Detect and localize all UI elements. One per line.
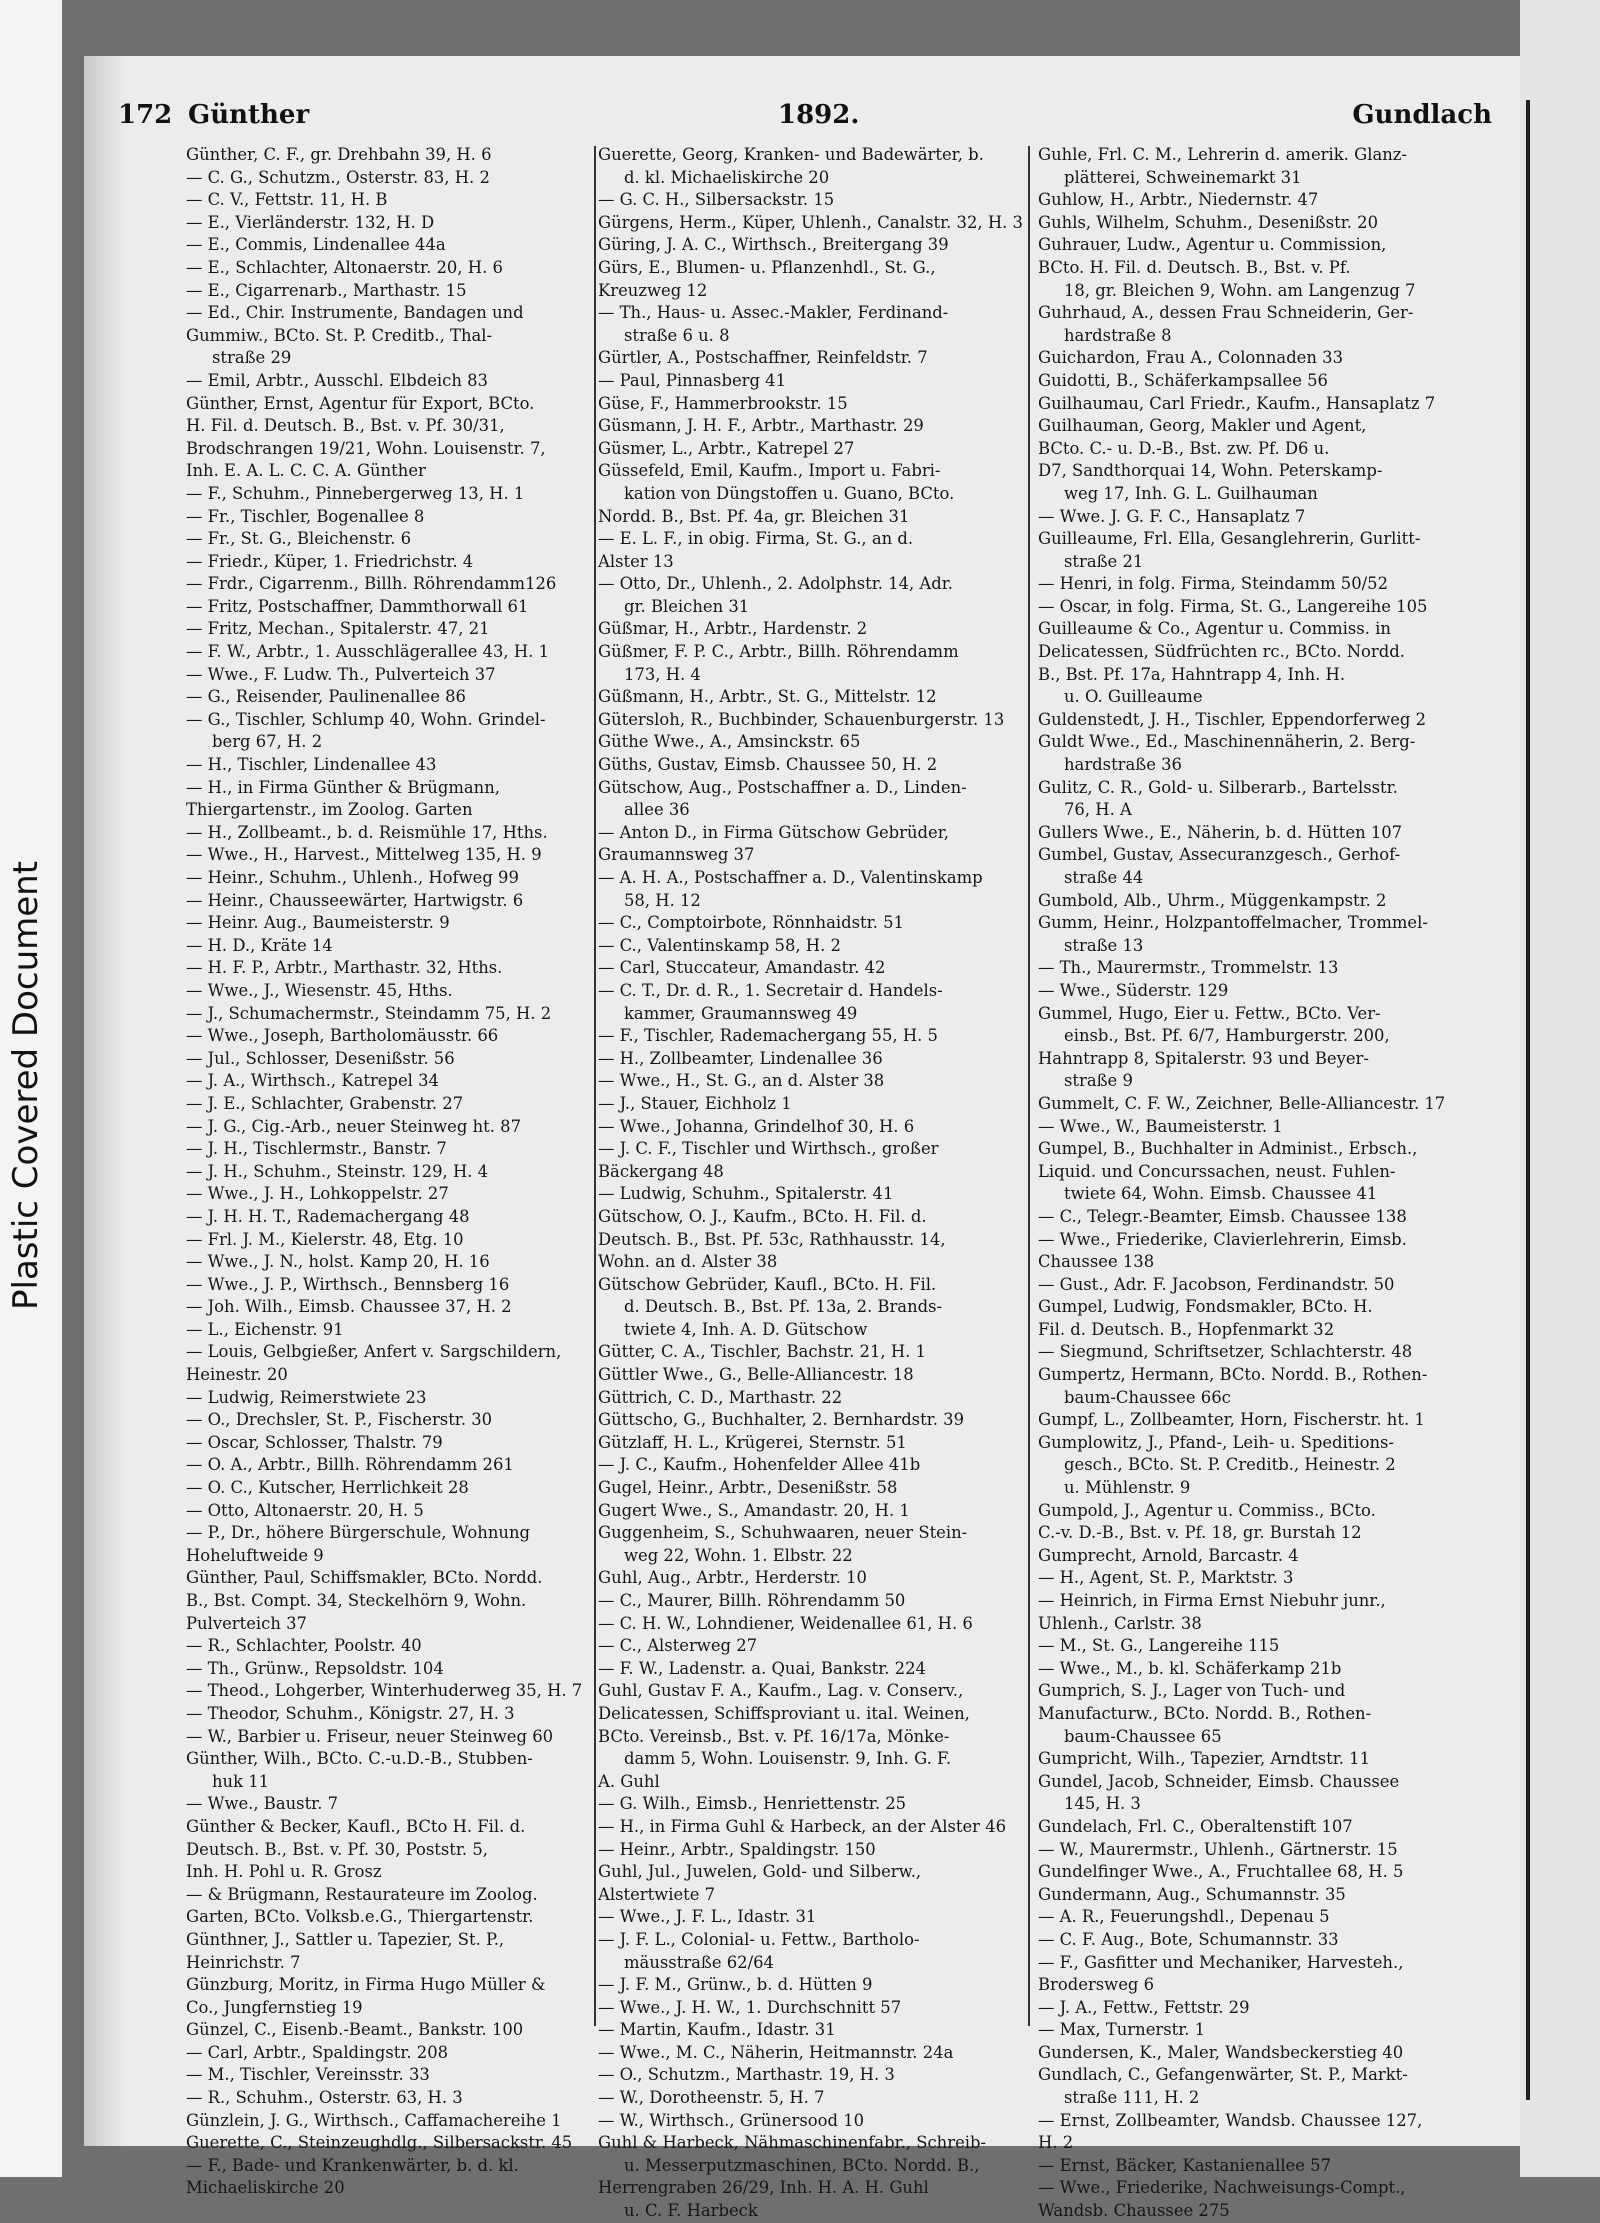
directory-entry-line: — Theod., Lohgerber, Winterhuderweg 35, H. 7 [186, 1681, 583, 1701]
directory-entry-line: plätterei, Schweinemarkt 31 [1064, 167, 1302, 187]
directory-entry-line: — E. L. F., in obig. Firma, St. G., an d. [598, 529, 914, 549]
directory-entry-line: Gundersen, K., Maler, Wandsbeckerstieg 40 [1038, 2042, 1404, 2062]
directory-entry-line: — Louis, Gelbgießer, Anfert v. Sargschildern, [186, 1342, 562, 1362]
directory-entry-line: — J., Stauer, Eichholz 1 [598, 1093, 792, 1113]
directory-entry-line: — Wwe., J. F. L., Idastr. 31 [598, 1907, 817, 1927]
directory-entry-line: — Max, Turnerstr. 1 [1038, 2020, 1206, 2040]
directory-entry-line: — Emil, Arbtr., Ausschl. Elbdeich 83 [186, 370, 488, 390]
next-page-edge [1520, 0, 1600, 2177]
directory-entry-line: — Wwe., J. N., holst. Kamp 20, H. 16 [186, 1252, 490, 1272]
directory-entry-line: Brodersweg 6 [1038, 1975, 1155, 1995]
directory-column-2 [598, 144, 1023, 2221]
directory-entry-line: Günther, Wilh., BCto. C.-u.D.-B., Stubben- [186, 1749, 533, 1769]
directory-entry-line: straße 21 [1064, 551, 1144, 571]
directory-entry-line: — Heinrich, in Firma Ernst Niebuhr junr., [1038, 1591, 1386, 1610]
directory-entry-line: — C., Comptoirbote, Rönnhaidstr. 51 [598, 913, 904, 933]
directory-entry-line: — H., in Firma Günther & Brügmann, [186, 777, 500, 797]
directory-entry-line: H. 2 [1038, 2133, 1074, 2153]
directory-entry-line: Günzlein, J. G., Wirthsch., Caffamachereihe 1 [186, 2110, 562, 2130]
directory-entry-line: — Heinr., Chausseewärter, Hartwigstr. 6 [186, 890, 524, 910]
directory-entry-line: — Wwe., J. H., Lohkoppelstr. 27 [186, 1184, 449, 1204]
directory-entry-line: Guldt Wwe., Ed., Maschinennäherin, 2. Berg- [1038, 732, 1416, 752]
directory-entry-line: weg 17, Inh. G. L. Guilhauman [1064, 483, 1318, 503]
directory-entry-line: — J. F. L., Colonial- u. Fettw., Bartholo- [598, 1929, 920, 1949]
directory-entry-line: Gundlach, C., Gefangenwärter, St. P., Markt- [1038, 2065, 1408, 2085]
directory-column-1 [186, 144, 592, 2198]
directory-entry-line: Gumm, Heinr., Holzpantoffelmacher, Trommel- [1038, 913, 1428, 933]
directory-entry-line: Heinrichstr. 7 [186, 1952, 301, 1972]
directory-entry-line: Guhlow, H., Arbtr., Niedernstr. 47 [1038, 190, 1319, 210]
directory-entry-line: einsb., Bst. Pf. 6/7, Hamburgerstr. 200, [1064, 1026, 1390, 1046]
directory-entry-line: — F., Schuhm., Pinnebergerweg 13, H. 1 [186, 483, 525, 503]
directory-entry-line: — Henri, in folg. Firma, Steindamm 50/52 [1038, 574, 1389, 594]
directory-entry-line: Gürgens, Herm., Küper, Uhlenh., Canalstr. 32, H. 3 [598, 212, 1023, 232]
directory-entry-line: — Heinr., Schuhm., Uhlenh., Hofweg 99 [186, 868, 519, 887]
directory-entry-line: — A. R., Feuerungshdl., Depenau 5 [1038, 1907, 1330, 1927]
header-right-word: Gundlach [1352, 100, 1492, 130]
directory-entry-line: — C., Maurer, Billh. Röhrendamm 50 [598, 1591, 906, 1610]
directory-entry-line: Günzburg, Moritz, in Firma Hugo Müller & [186, 1975, 546, 1995]
directory-entry-line: — Wwe., Baustr. 7 [186, 1794, 339, 1814]
directory-entry-line: — Martin, Kaufm., Idastr. 31 [598, 2020, 836, 2040]
directory-entry-line: u. O. Guilleaume [1064, 687, 1203, 707]
page-header [118, 100, 1502, 136]
directory-entry-line: straße 111, H. 2 [1064, 2088, 1200, 2108]
directory-entry-line: Gummelt, C. F. W., Zeichner, Belle-Alliancestr. 17 [1038, 1093, 1446, 1113]
directory-entry-line: weg 22, Wohn. 1. Elbstr. 22 [624, 1545, 853, 1565]
directory-entry-line: — M., Tischler, Vereinsstr. 33 [186, 2065, 430, 2085]
directory-entry-line: — Frdr., Cigarrenm., Billh. Röhrendamm126 [186, 574, 557, 594]
directory-entry-line: 18, gr. Bleichen 9, Wohn. am Langenzug 7 [1064, 280, 1416, 300]
directory-entry-line: straße 6 u. 8 [624, 325, 730, 345]
directory-entry-line: — Fritz, Mechan., Spitalerstr. 47, 21 [186, 619, 490, 639]
directory-entry-line: BCto. Vereinsb., Bst. v. Pf. 16/17a, Mönke- [598, 1726, 950, 1746]
directory-entry-line: — W., Maurermstr., Uhlenh., Gärtnerstr. 15 [1038, 1839, 1398, 1859]
directory-entry-line: Guhl, Jul., Juwelen, Gold- und Silberw., [598, 1862, 922, 1882]
directory-entry-line: Güssefeld, Emil, Kaufm., Import u. Fabri- [598, 461, 941, 481]
directory-entry-line: Güse, F., Hammerbrookstr. 15 [598, 393, 848, 413]
directory-entry-line: 145, H. 3 [1064, 1794, 1141, 1814]
directory-entry-line: — Wwe., J. H. W., 1. Durchschnitt 57 [598, 1997, 902, 2017]
directory-entry-line: — J. E., Schlachter, Grabenstr. 27 [186, 1093, 464, 1113]
directory-entry-line: — E., Vierländerstr. 132, H. D [186, 212, 435, 232]
directory-entry-line: — C. T., Dr. d. R., 1. Secretair d. Handels- [598, 980, 943, 1000]
directory-entry-line: Gütter, C. A., Tischler, Bachstr. 21, H. 1 [598, 1342, 926, 1362]
directory-entry-line: — Wwe., Friederike, Nachweisungs-Compt., [1038, 2178, 1406, 2198]
directory-entry-line: — H., Zollbeamter, Lindenallee 36 [598, 1048, 883, 1068]
directory-entry-line: 58, H. 12 [624, 890, 701, 910]
directory-entry-line: Pulverteich 37 [186, 1613, 307, 1633]
directory-entry-line: Gütschow, O. J., Kaufm., BCto. H. Fil. d. [598, 1206, 927, 1226]
directory-entry-line: allee 36 [624, 800, 690, 820]
directory-entry-line: Graumannsweg 37 [598, 845, 755, 865]
directory-entry-line: Delicatessen, Südfrüchten rc., BCto. Nordd. [1038, 642, 1405, 662]
directory-entry-line: BCto. H. Fil. d. Deutsch. B., Bst. v. Pf. [1038, 257, 1351, 277]
directory-entry-line: Guerette, C., Steinzeughdlg., Silbersackstr. 45 [186, 2133, 573, 2153]
directory-entry-line: Güttscho, G., Buchhalter, 2. Bernhardstr. 39 [598, 1410, 964, 1430]
directory-entry-line: — E., Commis, Lindenallee 44a [186, 235, 446, 255]
directory-entry-line: u. Mühlenstr. 9 [1064, 1478, 1191, 1498]
directory-entry-line: BCto. C.- u. D.-B., Bst. zw. Pf. D6 u. [1038, 438, 1330, 458]
directory-entry-line: Güring, J. A. C., Wirthsch., Breitergang 39 [598, 235, 949, 255]
directory-entry-line: — J. H., Schuhm., Steinstr. 129, H. 4 [186, 1161, 489, 1181]
directory-entry-line: — L., Eichenstr. 91 [186, 1319, 344, 1339]
directory-entry-line: — R., Schuhm., Osterstr. 63, H. 3 [186, 2088, 463, 2108]
directory-entry-line: — O. C., Kutscher, Herrlichkeit 28 [186, 1478, 469, 1498]
page-number: 172 [118, 100, 173, 130]
directory-entry-line: Hoheluftweide 9 [186, 1545, 324, 1565]
directory-entry-line: Alster 13 [598, 551, 674, 571]
directory-entry-line: Guggenheim, S., Schuhwaaren, neuer Stein- [598, 1523, 968, 1543]
directory-entry-line: Gumplowitz, J., Pfand-, Leih- u. Speditions- [1038, 1432, 1394, 1452]
directory-entry-line: — Carl, Arbtr., Spaldingstr. 208 [186, 2042, 449, 2062]
directory-entry-line: — Th., Grünw., Repsoldstr. 104 [186, 1658, 444, 1678]
directory-entry-line: Guidotti, B., Schäferkampsallee 56 [1038, 370, 1328, 390]
directory-entry-line: Güßmer, F. P. C., Arbtr., Billh. Röhrendamm [598, 642, 959, 662]
directory-entry-line: — J. C. F., Tischler und Wirthsch., großer [598, 1139, 939, 1159]
directory-entry-line: — Ernst, Zollbeamter, Wandsb. Chaussee 127, [1038, 2110, 1423, 2130]
directory-entry-line: Gürtler, A., Postschaffner, Reinfeldstr. 7 [598, 348, 928, 368]
directory-entry-line: — J. C., Kaufm., Hohenfelder Allee 41b [598, 1455, 921, 1475]
directory-entry-line: Gundelfinger Wwe., A., Fruchtallee 68, H. 5 [1038, 1862, 1404, 1882]
directory-entry-line: Gumprecht, Arnold, Barcastr. 4 [1038, 1545, 1299, 1565]
directory-entry-line: Gützlaff, H. L., Krügerei, Sternstr. 51 [598, 1432, 907, 1452]
directory-entry-line: — C., Telegr.-Beamter, Eimsb. Chaussee 138 [1038, 1206, 1407, 1226]
directory-entry-line: — G., Tischler, Schlump 40, Wohn. Grindel- [186, 709, 546, 729]
directory-entry-line: kation von Düngstoffen u. Guano, BCto. [624, 483, 955, 503]
directory-entry-line: — H., in Firma Guhl & Harbeck, an der Alster 46 [598, 1816, 1007, 1836]
directory-entry-line: Günther, Paul, Schiffsmakler, BCto. Nordd. [186, 1568, 543, 1588]
directory-entry-line: Gummiw., BCto. St. P. Creditb., Thal- [186, 325, 493, 345]
directory-entry-line: Bäckergang 48 [598, 1161, 724, 1181]
directory-entry-line: — G., Reisender, Paulinenallee 86 [186, 687, 466, 707]
directory-entry-line: — Ludwig, Reimerstwiete 23 [186, 1387, 427, 1407]
directory-entry-line: kammer, Graumannsweg 49 [624, 1003, 858, 1023]
directory-entry-line: — Wwe., Friederike, Clavierlehrerin, Eimsb. [1038, 1229, 1407, 1249]
directory-entry-line: A. Guhl [598, 1771, 660, 1791]
directory-entry-line: — Fritz, Postschaffner, Dammthorwall 61 [186, 596, 529, 616]
directory-entry-line: Co., Jungfernstieg 19 [186, 1997, 363, 2017]
directory-entry-line: mäusstraße 62/64 [624, 1952, 774, 1972]
directory-entry-line: Gütersloh, R., Buchbinder, Schauenburgerstr. 13 [598, 709, 1005, 729]
directory-entry-line: Günthner, J., Sattler u. Tapezier, St. P., [186, 1929, 505, 1949]
directory-entry-line: Heinestr. 20 [186, 1365, 288, 1385]
directory-entry-line: Güßmann, H., Arbtr., St. G., Mittelstr. 12 [598, 687, 937, 707]
directory-entry-line: Inh. H. Pohl u. R. Grosz [186, 1862, 382, 1882]
directory-entry-line: Chaussee 138 [1038, 1252, 1155, 1272]
directory-entry-line: — Wwe. J. G. F. C., Hansaplatz 7 [1038, 506, 1306, 526]
directory-entry-line: straße 9 [1064, 1071, 1133, 1091]
directory-entry-line: damm 5, Wohn. Louisenstr. 9, Inh. G. F. [624, 1749, 952, 1769]
directory-entry-line: — Wwe., M. C., Näherin, Heitmannstr. 24a [598, 2042, 954, 2062]
directory-entry-line: — Heinr. Aug., Baumeisterstr. 9 [186, 913, 450, 933]
directory-entry-line: Güthe Wwe., A., Amsinckstr. 65 [598, 732, 861, 752]
directory-entry-line: hardstraße 8 [1064, 325, 1172, 345]
directory-entry-line: Günzel, C., Eisenb.-Beamt., Bankstr. 100 [186, 2020, 524, 2040]
directory-entry-line: Deutsch. B., Bst. Pf. 53c, Rathhausstr. 14, [598, 1229, 946, 1249]
directory-entry-line: Güßmar, H., Arbtr., Hardenstr. 2 [598, 619, 868, 639]
directory-entry-line: gr. Bleichen 31 [624, 596, 750, 616]
directory-entry-line: — H. F. P., Arbtr., Marthastr. 32, Hths. [186, 958, 503, 978]
directory-entry-line: — C. F. Aug., Bote, Schumannstr. 33 [1038, 1929, 1339, 1949]
directory-entry-line: straße 44 [1064, 868, 1144, 887]
directory-entry-line: Günther & Becker, Kaufl., BCto H. Fil. d. [186, 1816, 526, 1836]
directory-entry-line: Wandsb. Chaussee 275 [1038, 2201, 1230, 2221]
directory-entry-line: — G. C. H., Silbersackstr. 15 [598, 190, 835, 210]
directory-entry-line: u. C. F. Harbeck [624, 2201, 758, 2221]
directory-entry-line: B., Bst. Compt. 34, Steckelhörn 9, Wohn. [186, 1591, 527, 1610]
directory-entry-line: Gumbel, Gustav, Assecuranzgesch., Gerhof- [1038, 845, 1401, 865]
directory-entry-line: Guhl, Aug., Arbtr., Herderstr. 10 [598, 1568, 867, 1588]
directory-entry-line: — J. H. H. T., Rademachergang 48 [186, 1206, 470, 1226]
directory-entry-line: Brodschrangen 19/21, Wohn. Louisenstr. 7, [186, 438, 546, 458]
directory-entry-line: — W., Dorotheenstr. 5, H. 7 [598, 2088, 825, 2108]
directory-entry-line: — & Brügmann, Restaurateure im Zoolog. [186, 1884, 538, 1904]
directory-column-3 [1038, 144, 1452, 2221]
directory-entry-line: — Gust., Adr. F. Jacobson, Ferdinandstr. 50 [1038, 1274, 1395, 1294]
directory-entry-line: Guldenstedt, J. H., Tischler, Eppendorferweg 2 [1038, 709, 1427, 729]
directory-entry-line: Herrengraben 26/29, Inh. H. A. H. Guhl [598, 2178, 929, 2198]
directory-entry-line: H. Fil. d. Deutsch. B., Bst. v. Pf. 30/31, [186, 416, 505, 436]
directory-entry-line: — H., Zollbeamt., b. d. Reismühle 17, Hths. [186, 822, 548, 842]
directory-entry-line: — Wwe., Joseph, Bartholomäusstr. 66 [186, 1026, 499, 1046]
directory-entry-line: — Wwe., F. Ludw. Th., Pulverteich 37 [186, 664, 496, 684]
directory-entry-line: — J. A., Fettw., Fettstr. 29 [1038, 1997, 1250, 2017]
directory-entry-line: — P., Dr., höhere Bürgerschule, Wohnung [186, 1523, 531, 1543]
directory-entry-line: Gugert Wwe., S., Amandastr. 20, H. 1 [598, 1500, 910, 1520]
directory-entry-line: — O. A., Arbtr., Billh. Röhrendamm 261 [186, 1455, 514, 1475]
directory-entry-line: — F., Tischler, Rademachergang 55, H. 5 [598, 1026, 938, 1046]
directory-entry-line: Güttler Wwe., G., Belle-Alliancestr. 18 [598, 1365, 914, 1385]
directory-entry-line: Gundermann, Aug., Schumannstr. 35 [1038, 1884, 1346, 1904]
directory-entry-line: Gumprich, S. J., Lager von Tuch- und [1038, 1681, 1346, 1701]
directory-entry-line: — F., Bade- und Krankenwärter, b. d. kl. [186, 2155, 519, 2175]
directory-entry-line: Inh. E. A. L. C. C. A. Günther [186, 461, 426, 481]
directory-entry-line: — H., Agent, St. P., Marktstr. 3 [1038, 1568, 1294, 1588]
directory-entry-line: Gundel, Jacob, Schneider, Eimsb. Chaussee [1038, 1771, 1400, 1791]
directory-entry-line: — H., Tischler, Lindenallee 43 [186, 755, 437, 775]
directory-entry-line: — Theodor, Schuhm., Königstr. 27, H. 3 [186, 1703, 515, 1723]
left-sidebar [0, 0, 62, 2177]
directory-entry-line: Güsmann, J. H. F., Arbtr., Marthastr. 29 [598, 416, 924, 436]
directory-entry-line: Guhl & Harbeck, Nähmaschinenfabr., Schreib- [598, 2133, 987, 2153]
directory-entry-line: Alstertwiete 7 [598, 1884, 716, 1904]
directory-entry-line: — E., Schlachter, Altonaerstr. 20, H. 6 [186, 257, 503, 277]
directory-entry-line: gesch., BCto. St. P. Creditb., Heinestr. 2 [1064, 1455, 1396, 1475]
directory-entry-line: twiete 4, Inh. A. D. Gütschow [624, 1319, 868, 1339]
directory-entry-line: D7, Sandthorquai 14, Wohn. Peterskamp- [1038, 461, 1383, 481]
directory-entry-line: — Otto, Dr., Uhlenh., 2. Adolphstr. 14, Adr. [598, 574, 953, 594]
directory-entry-line: Gumpel, Ludwig, Fondsmakler, BCto. H. [1038, 1297, 1373, 1317]
directory-entry-line: 76, H. A [1064, 800, 1132, 820]
directory-entry-line: Guilhauman, Georg, Makler und Agent, [1038, 416, 1367, 436]
directory-entry-line: twiete 64, Wohn. Eimsb. Chaussee 41 [1064, 1184, 1378, 1204]
directory-entry-line: Garten, BCto. Volksb.e.G., Thiergartenstr. [186, 1907, 534, 1927]
directory-entry-line: — M., St. G., Langereihe 115 [1038, 1636, 1280, 1656]
directory-entry-line: Guerette, Georg, Kranken- und Badewärter, b. [598, 145, 984, 164]
directory-entry-line: Guhrhaud, A., dessen Frau Schneiderin, Ger- [1038, 303, 1414, 323]
header-year: 1892. [778, 100, 860, 130]
directory-entry-line: d. kl. Michaeliskirche 20 [624, 167, 830, 187]
directory-entry-line: — Heinr., Arbtr., Spaldingstr. 150 [598, 1839, 876, 1859]
directory-entry-line: straße 13 [1064, 935, 1144, 955]
directory-entry-line: — Anton D., in Firma Gütschow Gebrüder, [598, 822, 949, 842]
directory-entry-line: — J. A., Wirthsch., Katrepel 34 [186, 1071, 439, 1091]
directory-entry-line: — C. H. W., Lohndiener, Weidenallee 61, H. 6 [598, 1613, 973, 1633]
directory-entry-line: — Wwe., W., Baumeisterstr. 1 [1038, 1116, 1283, 1136]
directory-entry-line: Guhle, Frl. C. M., Lehrerin d. amerik. Glanz- [1038, 145, 1407, 164]
directory-entry-line: Güths, Gustav, Eimsb. Chaussee 50, H. 2 [598, 755, 938, 775]
directory-entry-line: — J., Schumachermstr., Steindamm 75, H. 2 [186, 1003, 552, 1023]
directory-entry-line: — J. F. M., Grünw., b. d. Hütten 9 [598, 1975, 873, 1995]
directory-entry-line: d. Deutsch. B., Bst. Pf. 13a, 2. Brands- [624, 1297, 943, 1317]
directory-entry-line: berg 67, H. 2 [212, 732, 323, 752]
directory-entry-line: baum-Chaussee 66c [1064, 1387, 1231, 1407]
directory-entry-line: Gullers Wwe., E., Näherin, b. d. Hütten 107 [1038, 822, 1403, 842]
page-edge-shadow [1526, 100, 1530, 2100]
directory-entry-line: Guilleaume & Co., Agentur u. Commiss. in [1038, 619, 1391, 639]
directory-entry-line: baum-Chaussee 65 [1064, 1726, 1222, 1746]
directory-entry-line: — Fr., Tischler, Bogenallee 8 [186, 506, 425, 526]
directory-entry-line: — Th., Maurermstr., Trommelstr. 13 [1038, 958, 1339, 978]
directory-entry-line: 173, H. 4 [624, 664, 701, 684]
directory-entry-line: u. Messerputzmaschinen, BCto. Nordd. B., [624, 2155, 980, 2175]
directory-entry-line: — Th., Haus- u. Assec.-Makler, Ferdinand- [598, 303, 949, 323]
directory-entry-line: Gumpel, B., Buchhalter in Administ., Erbsch., [1038, 1139, 1418, 1159]
directory-entry-line: — E., Cigarrenarb., Marthastr. 15 [186, 280, 467, 300]
directory-entry-line: — O., Schutzm., Marthastr. 19, H. 3 [598, 2065, 895, 2085]
directory-entry-line: — Wwe., J., Wiesenstr. 45, Hths. [186, 980, 453, 1000]
directory-entry-line: Liquid. und Concurssachen, neust. Fuhlen- [1038, 1161, 1396, 1181]
directory-entry-line: — C., Alsterweg 27 [598, 1636, 758, 1656]
directory-entry-line: — Oscar, Schlosser, Thalstr. 79 [186, 1432, 443, 1452]
directory-entry-line: Gumpertz, Hermann, BCto. Nordd. B., Rothen- [1038, 1365, 1428, 1385]
directory-entry-line: Gundelach, Frl. C., Oberaltenstift 107 [1038, 1816, 1353, 1836]
directory-entry-line: — Friedr., Küper, 1. Friedrichstr. 4 [186, 551, 474, 571]
directory-entry-line: Günther, Ernst, Agentur für Export, BCto. [186, 393, 535, 413]
directory-entry-line: Gumpf, L., Zollbeamter, Horn, Fischerstr. ht. 1 [1038, 1410, 1425, 1430]
directory-entry-line: Guilleaume, Frl. Ella, Gesanglehrerin, Gurlitt- [1038, 529, 1421, 549]
directory-entry-line: Gütschow Gebrüder, Kaufl., BCto. H. Fil. [598, 1274, 937, 1294]
directory-entry-line: Gummel, Hugo, Eier u. Fettw., BCto. Ver- [1038, 1003, 1381, 1023]
directory-entry-line: Nordd. B., Bst. Pf. 4a, gr. Bleichen 31 [598, 506, 910, 526]
sidebar-label: Plastic Covered Document [6, 860, 46, 1310]
directory-entry-line: — C. G., Schutzm., Osterstr. 83, H. 2 [186, 167, 490, 187]
directory-entry-line: Wohn. an d. Alster 38 [598, 1252, 778, 1272]
directory-entry-line: Gürs, E., Blumen- u. Pflanzenhdl., St. G., [598, 257, 936, 277]
directory-entry-line: — Wwe., H., Harvest., Mittelweg 135, H. 9 [186, 845, 542, 865]
directory-entry-line: — Siegmund, Schriftsetzer, Schlachterstr. 48 [1038, 1342, 1413, 1362]
directory-entry-line: — F. W., Arbtr., 1. Ausschlägerallee 43, H. 1 [186, 642, 549, 662]
directory-entry-line: — Ludwig, Schuhm., Spitalerstr. 41 [598, 1184, 894, 1204]
directory-entry-line: — F. W., Ladenstr. a. Quai, Bankstr. 224 [598, 1658, 926, 1678]
directory-entry-line: Gulitz, C. R., Gold- u. Silberarb., Bartelsstr. [1038, 777, 1398, 797]
directory-entry-line: — Otto, Altonaerstr. 20, H. 5 [186, 1500, 424, 1520]
directory-entry-line: Guhrauer, Ludw., Agentur u. Commission, [1038, 235, 1387, 255]
directory-entry-line: — J. G., Cig.-Arb., neuer Steinweg ht. 87 [186, 1116, 521, 1136]
directory-entry-line: Gumpricht, Wilh., Tapezier, Arndtstr. 11 [1038, 1749, 1371, 1769]
directory-entry-line: — Joh. Wilh., Eimsb. Chaussee 37, H. 2 [186, 1297, 512, 1317]
directory-entry-line: — F., Gasfitter und Mechaniker, Harvesteh., [1038, 1952, 1404, 1972]
directory-entry-line: B., Bst. Pf. 17a, Hahntrapp 4, Inh. H. [1038, 664, 1346, 684]
directory-entry-line: Delicatessen, Schiffsproviant u. ital. Weinen, [598, 1703, 970, 1723]
directory-entry-line: — Wwe., Süderstr. 129 [1038, 980, 1229, 1000]
directory-entry-line: huk 11 [212, 1771, 270, 1791]
column-divider [594, 146, 596, 2026]
directory-entry-line: — Fr., St. G., Bleichenstr. 6 [186, 529, 412, 549]
directory-entry-line: — Frl. J. M., Kielerstr. 48, Etg. 10 [186, 1229, 464, 1249]
directory-entry-line: — Wwe., J. P., Wirthsch., Bennsberg 16 [186, 1274, 510, 1294]
page-binding-shadow [84, 56, 124, 2146]
directory-entry-line: — H. D., Kräte 14 [186, 935, 333, 955]
directory-entry-line: — Paul, Pinnasberg 41 [598, 370, 787, 390]
directory-entry-line: Fil. d. Deutsch. B., Hopfenmarkt 32 [1038, 1319, 1335, 1339]
directory-entry-line: — C., Valentinskamp 58, H. 2 [598, 935, 841, 955]
directory-entry-line: — Wwe., H., St. G., an d. Alster 38 [598, 1071, 885, 1091]
directory-entry-line: Güsmer, L., Arbtr., Katrepel 27 [598, 438, 855, 458]
directory-entry-line: C.-v. D.-B., Bst. v. Pf. 18, gr. Burstah 12 [1038, 1523, 1362, 1543]
directory-entry-line: Manufacturw., BCto. Nordd. B., Rothen- [1038, 1703, 1372, 1723]
directory-entry-line: — Ernst, Bäcker, Kastanienallee 57 [1038, 2155, 1332, 2175]
directory-entry-line: Deutsch. B., Bst. v. Pf. 30, Poststr. 5, [186, 1839, 488, 1859]
directory-entry-line: — C. V., Fettstr. 11, H. B [186, 190, 388, 210]
directory-entry-line: Guhls, Wilhelm, Schuhm., Desenißstr. 20 [1038, 212, 1379, 232]
directory-entry-line: Guilhaumau, Carl Friedr., Kaufm., Hansaplatz 7 [1038, 393, 1436, 413]
directory-entry-line: — R., Schlachter, Poolstr. 40 [186, 1636, 422, 1656]
directory-entry-line: Michaeliskirche 20 [186, 2178, 345, 2198]
header-left-word: Günther [188, 100, 310, 130]
directory-entry-line: Gumpold, J., Agentur u. Commiss., BCto. [1038, 1500, 1376, 1520]
directory-entry-line: Thiergartenstr., im Zoolog. Garten [186, 800, 473, 820]
directory-entry-line: — Wwe., M., b. kl. Schäferkamp 21b [1038, 1658, 1342, 1678]
directory-entry-line: Uhlenh., Carlstr. 38 [1038, 1613, 1202, 1633]
directory-entry-line: — Ed., Chir. Instrumente, Bandagen und [186, 303, 524, 323]
directory-entry-line: Gütschow, Aug., Postschaffner a. D., Linden- [598, 777, 967, 797]
directory-entry-line: Guhl, Gustav F. A., Kaufm., Lag. v. Conserv., [598, 1681, 964, 1701]
directory-entry-line: Gumbold, Alb., Uhrm., Müggenkampstr. 2 [1038, 890, 1387, 910]
directory-entry-line: — J. H., Tischlermstr., Banstr. 7 [186, 1139, 447, 1159]
directory-entry-line: Kreuzweg 12 [598, 280, 708, 300]
directory-entry-line: — Jul., Schlosser, Desenißstr. 56 [186, 1048, 455, 1068]
directory-entry-line: — G. Wilh., Eimsb., Henriettenstr. 25 [598, 1794, 907, 1814]
directory-entry-line: Güttrich, C. D., Marthastr. 22 [598, 1387, 843, 1407]
directory-entry-line: Hahntrapp 8, Spitalerstr. 93 und Beyer- [1038, 1048, 1369, 1068]
directory-entry-line: Günther, C. F., gr. Drehbahn 39, H. 6 [186, 145, 492, 164]
directory-entry-line: Gugel, Heinr., Arbtr., Desenißstr. 58 [598, 1478, 898, 1498]
directory-entry-line: — Oscar, in folg. Firma, St. G., Langereihe 105 [1038, 596, 1428, 616]
directory-entry-line: — A. H. A., Postschaffner a. D., Valentinskamp [598, 868, 983, 887]
directory-entry-line: — O., Drechsler, St. P., Fischerstr. 30 [186, 1410, 493, 1430]
directory-entry-line: — Wwe., Johanna, Grindelhof 30, H. 6 [598, 1116, 915, 1136]
directory-entry-line: — Carl, Stuccateur, Amandastr. 42 [598, 958, 886, 978]
directory-entry-line: hardstraße 36 [1064, 755, 1182, 775]
directory-entry-line: — W., Wirthsch., Grünersood 10 [598, 2110, 865, 2130]
directory-entry-line: — W., Barbier u. Friseur, neuer Steinweg 60 [186, 1726, 554, 1746]
column-divider [1028, 146, 1030, 2026]
directory-entry-line: straße 29 [212, 348, 292, 368]
directory-entry-line: Guichardon, Frau A., Colonnaden 33 [1038, 348, 1344, 368]
